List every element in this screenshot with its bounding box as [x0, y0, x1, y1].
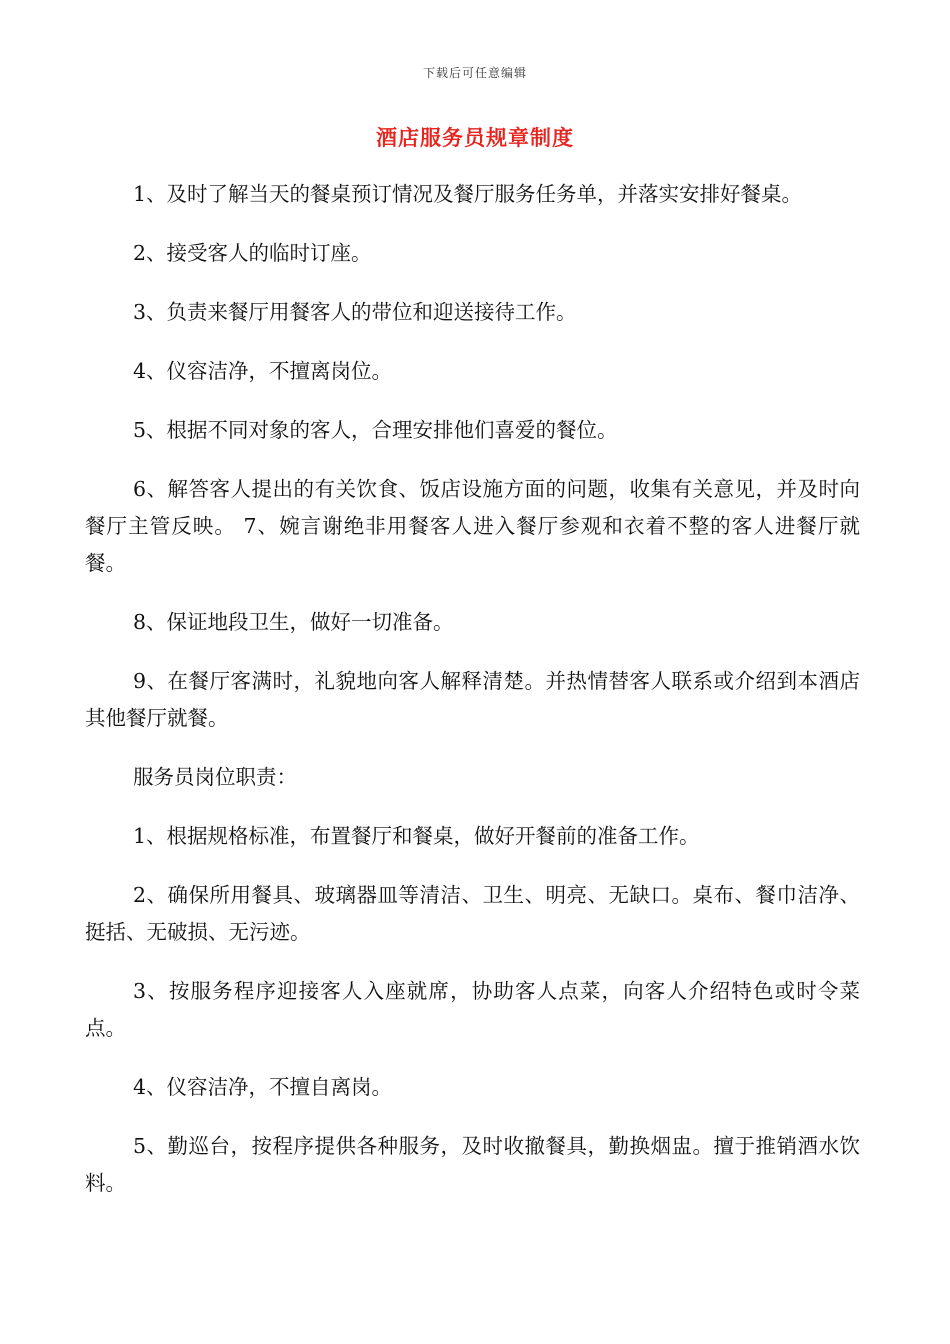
- rule-paragraph-3: 3、负责来餐厅用餐客人的带位和迎送接待工作。: [133, 300, 577, 324]
- duty-paragraph-2: 2、确保所用餐具、玻璃器皿等清洁、卫生、明亮、无缺口。桌布、餐巾洁净、挺括、无破损、无污迹。: [85, 883, 860, 944]
- rule-paragraph-9: 9、在餐厅客满时，礼貌地向客人解释清楚。并热情替客人联系或介绍到本酒店其他餐厅就餐。: [85, 669, 860, 730]
- section-heading-duties: 服务员岗位职责：: [133, 765, 297, 789]
- rule-paragraph-1: 1、及时了解当天的餐桌预订情况及餐厅服务任务单，并落实安排好餐桌。: [133, 182, 803, 206]
- duty-paragraph-4: 4、仪容洁净，不擅自离岗。: [133, 1075, 393, 1099]
- duty-paragraph-5: 5、勤巡台，按程序提供各种服务，及时收撤餐具，勤换烟盅。擅于推销酒水饮料。: [85, 1134, 860, 1195]
- rule-paragraph-5: 5、根据不同对象的客人，合理安排他们喜爱的餐位。: [133, 418, 618, 442]
- header-note: 下载后可任意编辑: [422, 66, 527, 80]
- rule-paragraph-6-7: 6、解答客人提出的有关饮食、饭店设施方面的问题，收集有关意见，并及时向餐厅主管反映。 7、婉言谢绝非用餐客人进入餐厅参观和衣着不整的客人进餐厅就餐。: [85, 477, 860, 575]
- rule-paragraph-4: 4、仪容洁净，不擅离岗位。: [133, 359, 393, 383]
- rule-paragraph-2: 2、接受客人的临时订座。: [133, 241, 372, 265]
- duty-paragraph-3: 3、按服务程序迎接客人入座就席，协助客人点菜，向客人介绍特色或时令菜点。: [85, 979, 860, 1040]
- duty-paragraph-1: 1、根据规格标准，布置餐厅和餐桌，做好开餐前的准备工作。: [133, 824, 700, 848]
- rule-paragraph-8: 8、保证地段卫生，做好一切准备。: [133, 610, 454, 634]
- document-body: [85, 176, 860, 1202]
- document-title: 酒店服务员规章制度: [376, 125, 574, 150]
